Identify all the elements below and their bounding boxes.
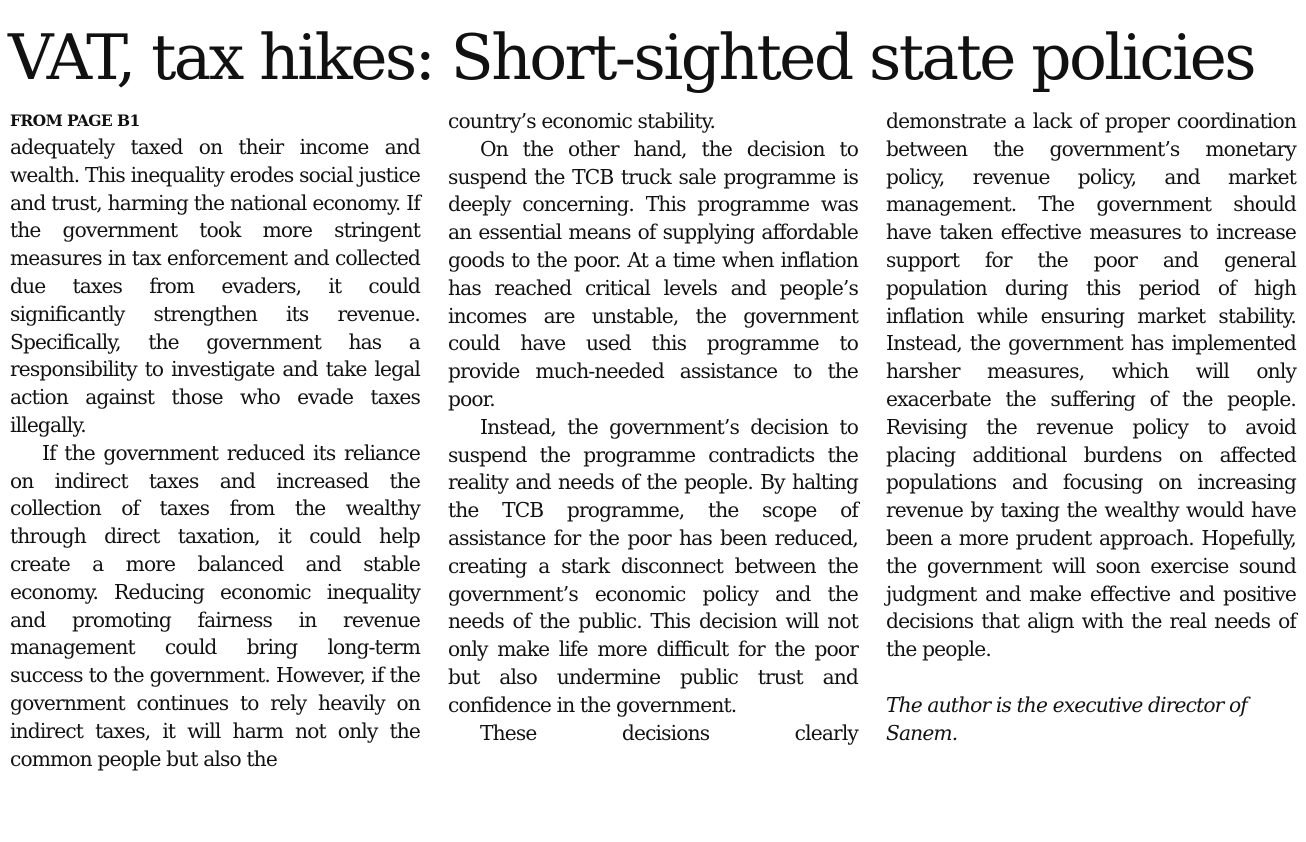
paragraph: These decisions clearly [480,720,858,745]
headline: VAT, tax hikes: Short-sighted state policies [8,21,1255,94]
author-note: The author is the executive director of Sanem. [886,692,1247,745]
article-column-3 [886,108,1296,747]
article-column-1 [10,108,420,773]
paragraph: Instead, the government’s decision to suspend the programme contradicts the reality and needs of the people. By halting the TCB programme, the scope of assistance for the poor has been reduced, creating a stark disconnect between the government’s economic policy and the needs of the public. This decision will not only make life more difficult for the poor but also undermine public trust and confidence in the government. [448,414,858,717]
article-column-2 [448,108,858,747]
continued-from-label: FROM PAGE B1 [10,111,140,130]
paragraph: demonstrate a lack of proper coordination between the government’s monetary policy, revenue policy, and market management. The government should have taken effective measures to increase support for the poor and general population during this period of high inflation while ensuring market stability. Instead, the government has implemented harsher measures, which will only exacerbate the suffering of the people. Revising the revenue policy to avoid placing additional burdens on affected populations and focusing on increasing revenue by taxing the wealthy would have been a more prudent approach. Hopefully, the government will soon exercise sound judgment and make effective and positive decisions that align with the real needs of the people. [886,109,1296,662]
paragraph: If the government reduced its reliance on indirect taxes and increased the collection of taxes from the wealthy through direct taxation, it could help create a more balanced and stable economy. Reducing economic inequality and promoting fairness in revenue management could bring long-term success to the government. However, if the government continues to rely heavily on indirect taxes, it will harm not only the common people but also the [10,440,420,771]
paragraph: country’s economic stability. [448,109,716,133]
paragraph: adequately taxed on their income and wealth. This inequality erodes social justice and trust, harming the national economy. If the government took more stringent measures in tax enforcement and collected due taxes from evaders, it could significantly strengthen its revenue. Specifically, the government has a responsibility to investigate and take legal action against those who evade taxes illegally. [10,135,420,437]
paragraph: On the other hand, the decision to suspend the TCB truck sale programme is deeply concerning. This programme was an essential means of supplying affordable goods to the poor. At a time when inflation has reached critical levels and people’s incomes are unstable, the government could have used this programme to provide much-needed assistance to the poor. [448,136,858,411]
